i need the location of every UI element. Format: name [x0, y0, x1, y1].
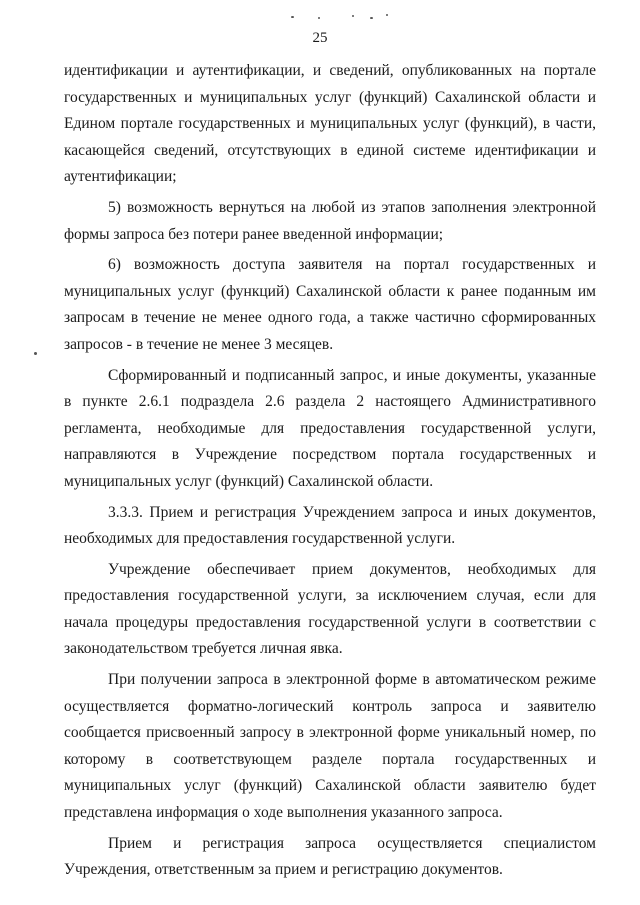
- paragraph-reception: Учреждение обеспечивает прием документов, необходимых для предоставления государственной услуги, за исключением случая, если для начала процедуры предоставления государственной услуги в соответствии с законодательством требуется личная явка.: [64, 560, 596, 658]
- paragraph-continuation: идентификации и аутентификации, и сведений, опубликованных на портале государственных и муниципальных услуг (функций) Сахалинской области и Едином портале государственных и муниципальных услуг (функций), в части, касающейся сведений, отсутствующих в единой системе идентификации и аутентификации;: [64, 62, 596, 186]
- paragraph-submission: Сформированный и подписанный запрос, и иные документы, указанные в пункте 2.6.1 подраздела 2.6 раздела 2 настоящего Административного регламента, необходимые для предоставления государственной услуги, направляются в Учреждение посредством портала государственных и муниципальных услуг (функций) Сахалинской области.: [64, 366, 596, 490]
- scan-speck: [318, 17, 320, 19]
- body-text: [64, 58, 596, 884]
- paragraph-electronic-request: При получении запроса в электронной форме в автоматическом режиме осуществляется форматно-логический контроль запроса и заявителю сообщается присвоенный запросу в электронной форме уникальный номер, по которому в соответствующем разделе портала государственных и муниципальных услуг (функций) Сахалинской области заявителю будет представлена информация о ходе выполнения указанного запроса.: [64, 671, 596, 822]
- page-number: 25: [312, 30, 328, 46]
- scan-speck: [386, 14, 388, 16]
- section-heading-3-3-3: 3.3.3. Прием и регистрация Учреждением запроса и иных документов, необходимых для предоставления государственной услуги.: [64, 503, 596, 548]
- paragraph-registration: Прием и регистрация запроса осуществляется специалистом Учреждения, ответственным за прием и регистрацию документов.: [64, 834, 596, 879]
- scan-speck: [34, 352, 37, 355]
- paragraph-item-5: 5) возможность вернуться на любой из этапов заполнения электронной формы запроса без потери ранее введенной информации;: [64, 198, 596, 243]
- scan-speck: [352, 15, 354, 17]
- scan-speck: [291, 16, 294, 18]
- paragraph-item-6: 6) возможность доступа заявителя на портал государственных и муниципальных услуг (функций) Сахалинской области к ранее поданным им запросам в течение не менее одного года, а также частично сформированных запросов - в течение не менее 3 месяцев.: [64, 256, 596, 353]
- scan-speck: [370, 17, 373, 19]
